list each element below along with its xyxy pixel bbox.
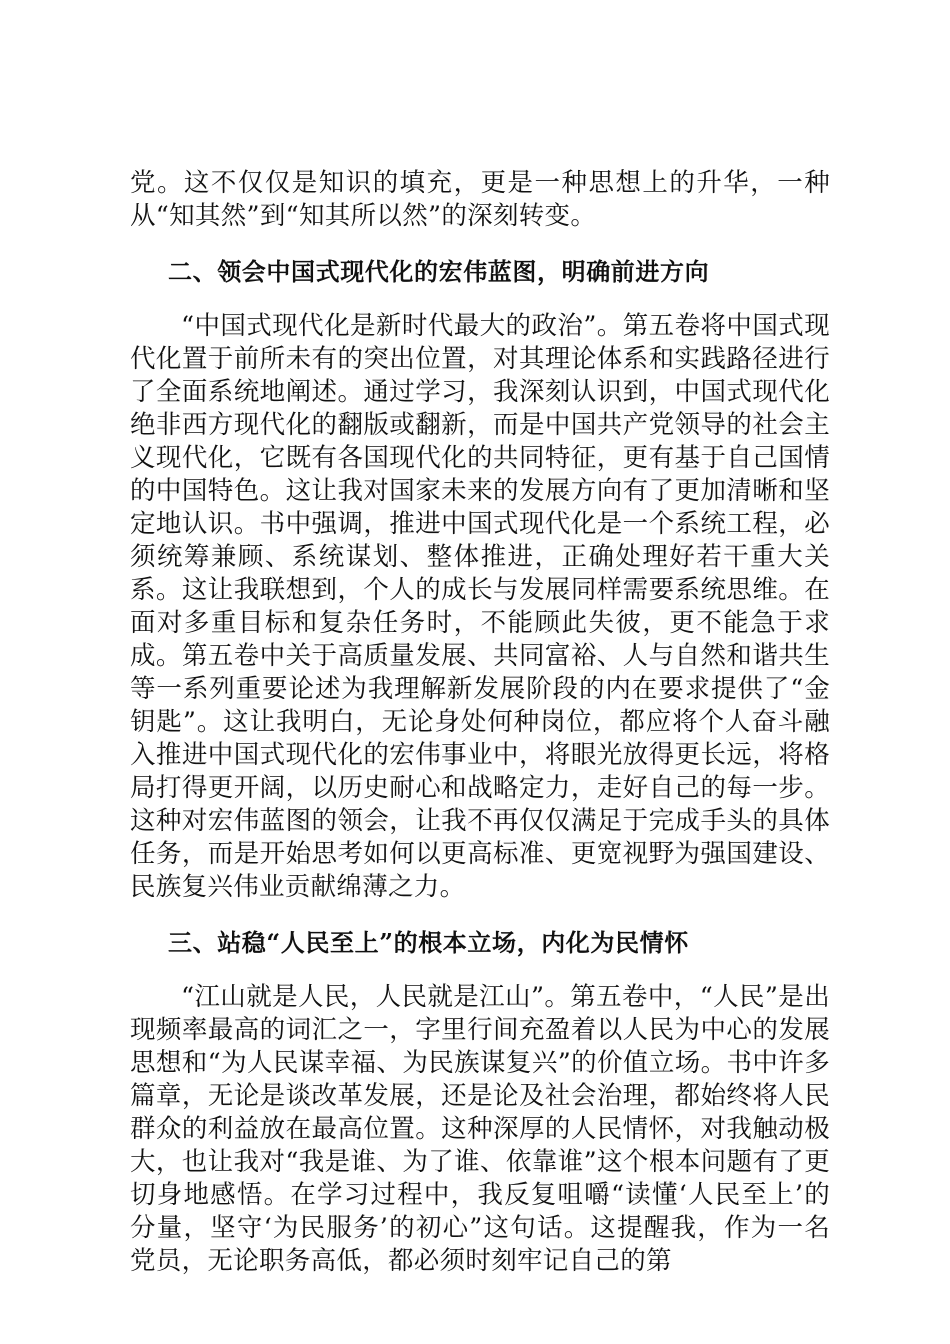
section-3-heading: 三、站稳“人民至上”的根本立场，内化为民情怀 [168,928,689,957]
section-3-paragraph: “江山就是人民，人民就是江山”。第五卷中，“人民”是出现频率最高的词汇之一，字里行间充盈着以人民为中心的发展思想和“为人民谋幸福、为民族谋复兴”的价值立场。书中许多篇章，无论是谈改革发展，还是论及社会治理，都始终将人民群众的利益放在最高位置。这种深厚的人民情怀，对我触动极大，也让我对“我是谁、为了谁、依靠谁”这个根本问题有了更切身地感悟。在学习过程中，我反复咀嚼“读懂‘人民至上’的分量，坚守‘为民服务’的初心”这句话。这提醒我，作为一名党员，无论职务高低，都必须时刻牢记自己的第 [130,982,830,1276]
intro-paragraph: 党。这不仅仅是知识的填充，更是一种思想上的升华，一种从“知其然”到“知其所以然”的深刻转变。 [130,168,830,231]
section-2-heading: 二、领会中国式现代化的宏伟蓝图，明确前进方向 [168,257,710,286]
document-body [130,167,830,1278]
section-2-paragraph: “中国式现代化是新时代最大的政治”。第五卷将中国式现代化置于前所未有的突出位置，对其理论体系和实践路径进行了全面系统地阐述。通过学习，我深刻认识到，中国式现代化绝非西方现代化的翻版或翻新，而是中国共产党领导的社会主义现代化，它既有各国现代化的共同特征，更有基于自己国情的中国特色。这让我对国家未来的发展方向有了更加清晰和坚定地认识。书中强调，推进中国式现代化是一个系统工程，必须统筹兼顾、系统谋划、整体推进，正确处理好若干重大关系。这让我联想到，个人的成长与发展同样需要系统思维。在面对多重目标和复杂任务时，不能顾此失彼，更不能急于求成。第五卷中关于高质量发展、共同富裕、人与自然和谐共生等一系列重要论述为我理解新发展阶段的内在要求提供了“金钥匙”。这让我明白，无论身处何种岗位，都应将个人奋斗融入推进中国式现代化的宏伟事业中，将眼光放得更长远，将格局打得更开阔，以历史耐心和战略定力，走好自己的每一步。这种对宏伟蓝图的领会，让我不再仅仅满足于完成手头的具体任务，而是开始思考如何以更高标准、更宽视野为强国建设、民族复兴伟业贡献绵薄之力。 [130,311,830,902]
